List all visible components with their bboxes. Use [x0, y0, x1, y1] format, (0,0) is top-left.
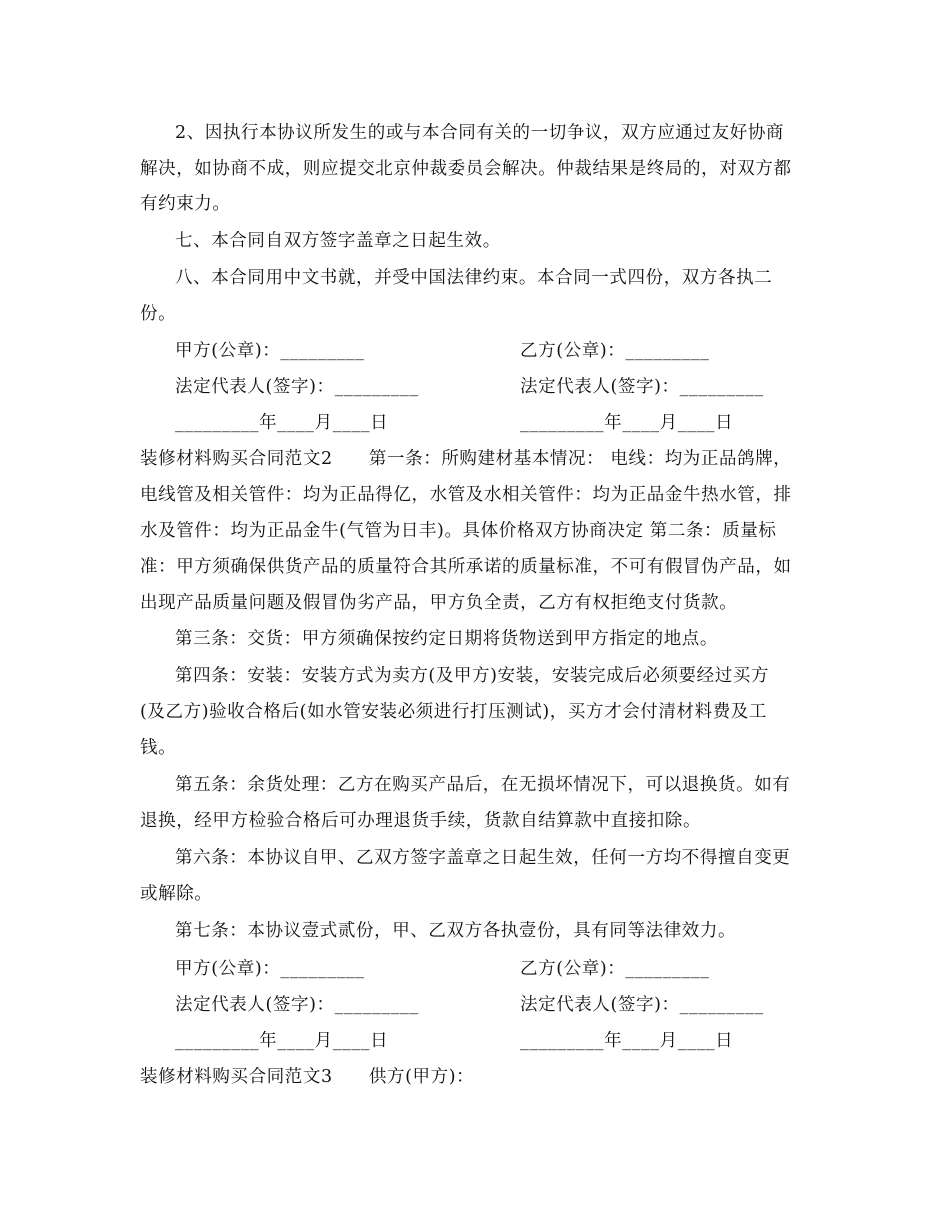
- article6-line2: 或解除。: [140, 884, 213, 904]
- party-b-seal-2: 乙方(公章)：_________: [520, 959, 710, 979]
- paragraph-effective: 七、本合同自双方签字盖章之日起生效。: [175, 231, 501, 251]
- party-a-seal-2: 甲方(公章)：_________: [175, 959, 365, 979]
- paragraph-dispute-line1: 2、因执行本协议所发生的或与本合同有关的一切争议，双方应通过友好协商: [175, 123, 785, 143]
- article5-line2: 退换，经甲方检验合格后可办理退货手续，货款自结算款中直接扣除。: [140, 811, 702, 831]
- section2-line3: 水及管件：均为正品金牛(气管为日丰)。具体价格双方协商决定 第二条：质量标: [140, 521, 777, 541]
- paragraph-dispute-line3: 有约束力。: [140, 194, 231, 214]
- article6-line1: 第六条：本协议自甲、乙双方签字盖章之日起生效，任何一方均不得擅自变更: [175, 848, 791, 868]
- article4-line2: (及乙方)验收合格后(如水管安装必须进行打压测试)，买方才会付清材料费及工: [140, 702, 768, 722]
- section2-line1: 装修材料购买合同范文2 第一条：所购建材基本情况： 电线：均为正品鸽牌，: [140, 449, 792, 469]
- article4-line3: 钱。: [140, 738, 177, 758]
- party-b-seal-1: 乙方(公章)：_________: [520, 341, 710, 361]
- article4-line1: 第四条：安装：安装方式为卖方(及甲方)安装，安装完成后必须要经过买方: [175, 666, 770, 686]
- party-a-rep-1: 法定代表人(签字)：_________: [175, 377, 419, 397]
- party-a-rep-2: 法定代表人(签字)：_________: [175, 995, 419, 1015]
- paragraph-language-line2: 份。: [140, 304, 177, 324]
- party-b-date-1: _________年____月____日: [520, 413, 734, 433]
- section2-line5: 出现产品质量问题及假冒伪劣产品，甲方负全责，乙方有权拒绝支付货款。: [140, 593, 738, 613]
- party-b-date-2: _________年____月____日: [520, 1031, 734, 1051]
- article5-line1: 第五条：余货处理：乙方在购买产品后，在无损坏情况下，可以退换货。如有: [175, 775, 791, 795]
- party-a-seal-1: 甲方(公章)：_________: [175, 341, 365, 361]
- paragraph-dispute-line2: 解决，如协商不成，则应提交北京仲裁委员会解决。仲裁结果是终局的，对双方都: [140, 159, 792, 179]
- section3-line1: 装修材料购买合同范文3 供方(甲方)：: [140, 1067, 475, 1087]
- party-a-date-2: _________年____月____日: [175, 1031, 389, 1051]
- paragraph-language-line1: 八、本合同用中文书就，并受中国法律约束。本合同一式四份，双方各执二: [175, 268, 773, 288]
- party-a-date-1: _________年____月____日: [175, 413, 389, 433]
- article7: 第七条：本协议壹式贰份，甲、乙双方各执壹份，具有同等法律效力。: [175, 921, 737, 941]
- article3: 第三条：交货：甲方须确保按约定日期将货物送到甲方指定的地点。: [175, 629, 718, 649]
- party-b-rep-2: 法定代表人(签字)：_________: [520, 995, 764, 1015]
- party-b-rep-1: 法定代表人(签字)：_________: [520, 377, 764, 397]
- section2-line2: 电线管及相关管件：均为正品得亿，水管及水相关管件：均为正品金牛热水管，排: [140, 485, 792, 505]
- section2-line4: 准：甲方须确保供货产品的质量符合其所承诺的质量标准，不可有假冒伪产品，如: [140, 557, 792, 577]
